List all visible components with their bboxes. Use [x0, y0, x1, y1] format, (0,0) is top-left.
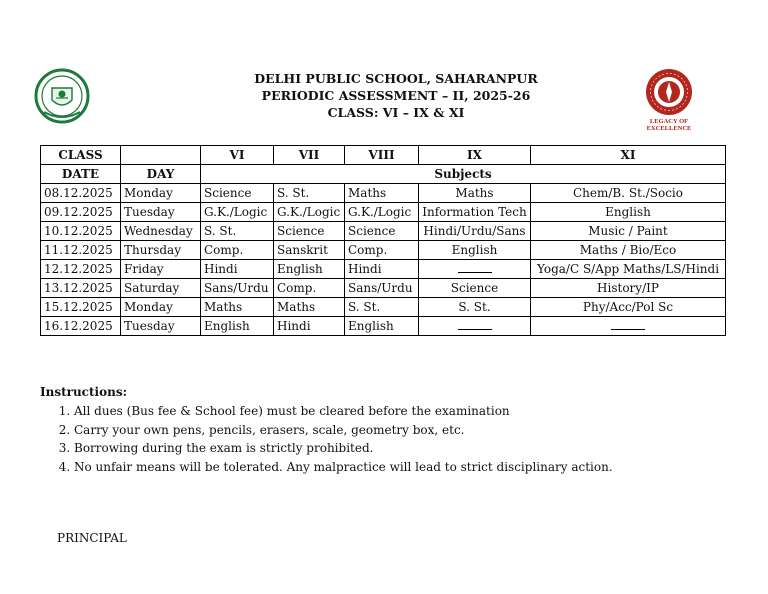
- table-row: [41, 184, 726, 203]
- cell-date: 12.12.2025: [41, 260, 121, 279]
- logo-tagline-1: LEGACY OF: [649, 118, 689, 125]
- cell-ix: Maths: [419, 184, 531, 203]
- exam-schedule-table: [40, 145, 726, 336]
- cell-vi: Science: [201, 184, 274, 203]
- cell-vii: S. St.: [274, 184, 345, 203]
- cell-ix: [419, 317, 531, 336]
- cell-vi: Sans/Urdu: [201, 279, 274, 298]
- cell-vii: English: [274, 260, 345, 279]
- cell-vii: Maths: [274, 298, 345, 317]
- cell-viii: Science: [345, 222, 419, 241]
- cell-viii: G.K./Logic: [345, 203, 419, 222]
- logo-tagline-2: EXCELLENCE: [646, 125, 692, 132]
- cell-xi: [531, 317, 726, 336]
- school-name: DELHI PUBLIC SCHOOL, SAHARANPUR: [254, 71, 538, 86]
- cell-xi: History/IP: [531, 279, 726, 298]
- cell-vi: English: [201, 317, 274, 336]
- cell-xi: Maths / Bio/Eco: [531, 241, 726, 260]
- cell-date: 13.12.2025: [41, 279, 121, 298]
- header-xi: XI: [531, 146, 726, 165]
- cell-day: Monday: [121, 298, 201, 317]
- cell-ix: Hindi/Urdu/Sans: [419, 222, 531, 241]
- instructions-title: Instructions:: [40, 385, 128, 399]
- header-viii: VIII: [345, 146, 419, 165]
- cell-ix: S. St.: [419, 298, 531, 317]
- cell-xi: Music / Paint: [531, 222, 726, 241]
- header-class: CLASS: [41, 146, 121, 165]
- instruction-item: 1. All dues (Bus fee & School fee) must be cleared before the examination: [74, 402, 613, 421]
- cell-day: Monday: [121, 184, 201, 203]
- instruction-item: 2. Carry your own pens, pencils, erasers, scale, geometry box, etc.: [74, 421, 613, 440]
- header-vi: VI: [201, 146, 274, 165]
- cell-xi: Yoga/C S/App Maths/LS/Hindi: [531, 260, 726, 279]
- cell-date: 16.12.2025: [41, 317, 121, 336]
- cell-viii: English: [345, 317, 419, 336]
- cell-ix: [419, 260, 531, 279]
- table-row: [41, 241, 726, 260]
- cell-vii: Hindi: [274, 317, 345, 336]
- cell-vi: G.K./Logic: [201, 203, 274, 222]
- cell-xi: Phy/Acc/Pol Sc: [531, 298, 726, 317]
- cell-xi: Chem/B. St./Socio: [531, 184, 726, 203]
- cell-xi: English: [531, 203, 726, 222]
- table-row: [41, 203, 726, 222]
- class-line: CLASS: VI – IX & XI: [327, 105, 465, 120]
- cell-vii: Sanskrit: [274, 241, 345, 260]
- blank-line: [611, 321, 645, 330]
- cell-vii: Comp.: [274, 279, 345, 298]
- cell-viii: Sans/Urdu: [345, 279, 419, 298]
- header-blank: [121, 146, 201, 165]
- hindustan-group-logo-icon: [632, 66, 706, 132]
- table-row: [41, 279, 726, 298]
- cell-date: 10.12.2025: [41, 222, 121, 241]
- dps-logo-icon: [34, 68, 90, 124]
- cell-ix: English: [419, 241, 531, 260]
- cell-vii: Science: [274, 222, 345, 241]
- table-row: [41, 222, 726, 241]
- cell-day: Friday: [121, 260, 201, 279]
- cell-viii: Comp.: [345, 241, 419, 260]
- table-header-row-date: [41, 165, 726, 184]
- cell-day: Thursday: [121, 241, 201, 260]
- table-row: [41, 298, 726, 317]
- assessment-title: PERIODIC ASSESSMENT – II, 2025-26: [261, 88, 531, 103]
- cell-date: 08.12.2025: [41, 184, 121, 203]
- cell-viii: Hindi: [345, 260, 419, 279]
- cell-ix: Science: [419, 279, 531, 298]
- instructions: [40, 385, 613, 476]
- cell-vi: Comp.: [201, 241, 274, 260]
- header-subjects: Subjects: [201, 165, 726, 184]
- table-row: [41, 317, 726, 336]
- instruction-item: 4. No unfair means will be tolerated. Any malpractice will lead to strict disciplinary action.: [74, 458, 613, 477]
- cell-day: Tuesday: [121, 317, 201, 336]
- header-day: DAY: [121, 165, 201, 184]
- document-header: [200, 70, 592, 121]
- cell-ix: Information Tech: [419, 203, 531, 222]
- cell-day: Saturday: [121, 279, 201, 298]
- blank-line: [458, 264, 492, 273]
- header-date: DATE: [41, 165, 121, 184]
- table-header-row-class: [41, 146, 726, 165]
- blank-line: [458, 321, 492, 330]
- header-ix: IX: [419, 146, 531, 165]
- cell-date: 11.12.2025: [41, 241, 121, 260]
- cell-day: Tuesday: [121, 203, 201, 222]
- cell-date: 09.12.2025: [41, 203, 121, 222]
- cell-vii: G.K./Logic: [274, 203, 345, 222]
- cell-vi: Maths: [201, 298, 274, 317]
- instruction-item: 3. Borrowing during the exam is strictly prohibited.: [74, 439, 613, 458]
- cell-viii: S. St.: [345, 298, 419, 317]
- header-vii: VII: [274, 146, 345, 165]
- principal-signature: PRINCIPAL: [57, 531, 127, 545]
- instructions-list: [40, 402, 613, 476]
- cell-viii: Maths: [345, 184, 419, 203]
- cell-day: Wednesday: [121, 222, 201, 241]
- cell-vi: Hindi: [201, 260, 274, 279]
- table-row: [41, 260, 726, 279]
- cell-date: 15.12.2025: [41, 298, 121, 317]
- cell-vi: S. St.: [201, 222, 274, 241]
